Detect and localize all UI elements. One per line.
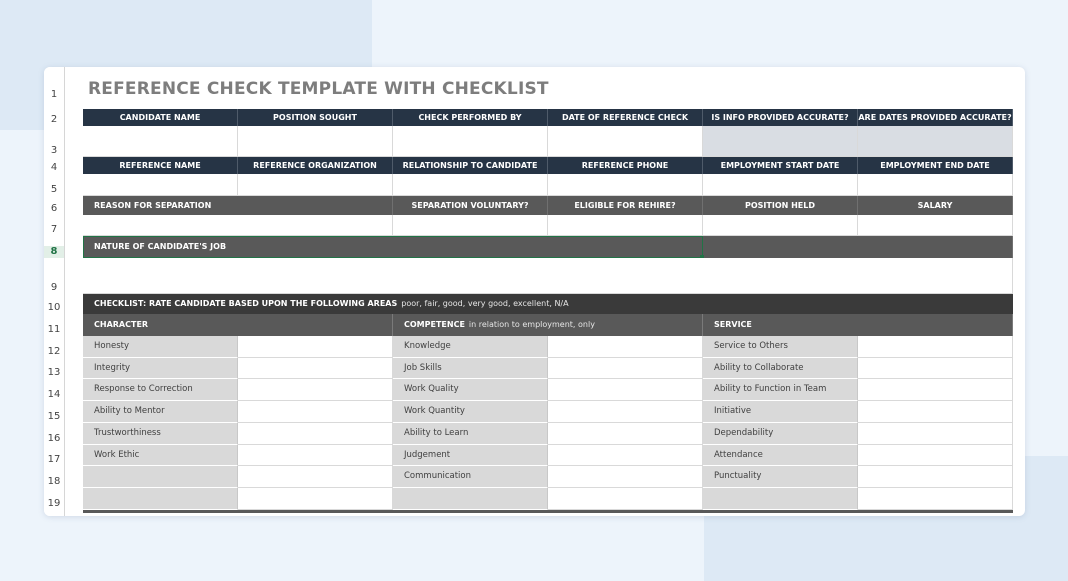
rating-cell[interactable] [858,401,1013,423]
row-number[interactable]: 17 [47,454,61,465]
checklist-scale: poor, fair, good, very good, excellent, N/A [401,299,569,308]
rating-cell[interactable] [858,379,1013,401]
row-number[interactable]: 12 [47,346,61,357]
input-cell[interactable] [548,174,703,196]
row-number[interactable]: 6 [50,203,58,214]
category-name: COMPETENCE [404,320,465,329]
row-number[interactable]: 19 [47,498,61,509]
input-cell[interactable] [238,174,393,196]
column-header: CHECK PERFORMED BY [393,109,548,126]
rating-cell[interactable] [238,466,393,488]
category-header [703,314,1013,336]
column-header: POSITION HELD [703,196,858,215]
column-header: CANDIDATE NAME [83,109,238,126]
rating-cell[interactable] [238,445,393,466]
category-note: in relation to employment, only [468,320,595,329]
checklist-item-label: Attendance [703,445,858,466]
column-header: SEPARATION VOLUNTARY? [393,196,548,215]
input-cell[interactable] [393,126,548,157]
spreadsheet-card [44,67,1025,516]
row-number-gutter [44,67,65,516]
checklist-item-label: Ability to Mentor [83,401,238,423]
checklist-item-label: Work Quantity [393,401,548,423]
rating-cell[interactable] [238,336,393,358]
input-cell[interactable] [83,215,393,236]
checklist-item-label [703,488,858,510]
rating-cell[interactable] [548,466,703,488]
input-cell[interactable] [83,174,238,196]
rating-cell[interactable] [858,466,1013,488]
rating-cell[interactable] [858,488,1013,510]
row-number[interactable]: 3 [50,145,58,156]
row-number[interactable]: 2 [50,114,58,125]
row-number[interactable]: 11 [47,324,61,335]
rating-cell[interactable] [238,423,393,445]
nature-of-job-header[interactable]: NATURE OF CANDIDATE'S JOB [83,236,703,258]
column-header: IS INFO PROVIDED ACCURATE? [703,109,858,126]
input-cell[interactable] [858,174,1013,196]
column-header: RELATIONSHIP TO CANDIDATE [393,157,548,174]
input-cell[interactable] [703,215,858,236]
rating-cell[interactable] [858,423,1013,445]
column-header: REASON FOR SEPARATION [83,196,393,215]
checklist-item-label: Knowledge [393,336,548,358]
table-bottom-border [83,510,1013,513]
rating-cell[interactable] [548,423,703,445]
rating-cell[interactable] [238,401,393,423]
rating-cell[interactable] [238,488,393,510]
checklist-title: CHECKLIST: RATE CANDIDATE BASED UPON THE FOLLOWING AREAS [94,299,398,308]
rating-cell[interactable] [858,336,1013,358]
row-number[interactable]: 9 [50,282,58,293]
rating-cell[interactable] [548,379,703,401]
input-cell[interactable] [393,174,548,196]
rating-cell[interactable] [238,358,393,379]
row-number[interactable]: 15 [47,411,61,422]
rating-cell[interactable] [238,379,393,401]
row-number[interactable]: 13 [47,367,61,378]
input-cell[interactable] [83,258,1013,294]
input-cell[interactable] [83,126,238,157]
category-header [393,314,703,336]
row-number[interactable]: 5 [50,184,58,195]
input-cell[interactable] [548,126,703,157]
input-cell[interactable] [238,126,393,157]
checklist-item-label: Judgement [393,445,548,466]
checklist-item-label: Work Quality [393,379,548,401]
row-number[interactable]: 14 [47,389,61,400]
rating-cell[interactable] [548,401,703,423]
rating-cell[interactable] [548,358,703,379]
input-cell[interactable] [393,215,548,236]
checklist-item-label: Communication [393,466,548,488]
column-header: REFERENCE PHONE [548,157,703,174]
checklist-item-label: Job Skills [393,358,548,379]
row-number[interactable]: 16 [47,433,61,444]
checklist-item-label: Response to Correction [83,379,238,401]
checklist-item-label: Ability to Collaborate [703,358,858,379]
rating-cell[interactable] [548,336,703,358]
column-header: POSITION SOUGHT [238,109,393,126]
row-number[interactable]: 1 [50,89,58,100]
checklist-item-label [83,488,238,510]
checklist-item-label [83,466,238,488]
input-cell[interactable] [703,126,858,157]
checklist-item-label: Honesty [83,336,238,358]
category-name: SERVICE [714,320,752,329]
rating-cell[interactable] [858,445,1013,466]
column-header: ARE DATES PROVIDED ACCURATE? [858,109,1013,126]
sheet-title: REFERENCE CHECK TEMPLATE WITH CHECKLIST [88,79,549,99]
input-cell[interactable] [548,215,703,236]
column-header: REFERENCE ORGANIZATION [238,157,393,174]
row-number[interactable]: 7 [50,224,58,235]
checklist-item-label: Dependability [703,423,858,445]
checklist-item-label: Ability to Function in Team [703,379,858,401]
column-header: EMPLOYMENT END DATE [858,157,1013,174]
input-cell[interactable] [858,215,1013,236]
category-header [83,314,393,336]
column-header: DATE OF REFERENCE CHECK [548,109,703,126]
checklist-item-label: Service to Others [703,336,858,358]
row-number[interactable]: 4 [50,162,58,173]
checklist-item-label: Work Ethic [83,445,238,466]
input-cell[interactable] [703,174,858,196]
column-header: ELIGIBLE FOR REHIRE? [548,196,703,215]
category-name: CHARACTER [94,320,149,329]
column-header: EMPLOYMENT START DATE [703,157,858,174]
checklist-item-label: Initiative [703,401,858,423]
row-number[interactable]: 18 [47,476,61,487]
rating-cell[interactable] [548,445,703,466]
checklist-item-label: Trustworthiness [83,423,238,445]
input-cell[interactable] [858,126,1013,157]
column-header: SALARY [858,196,1013,215]
rating-cell[interactable] [858,358,1013,379]
column-header: REFERENCE NAME [83,157,238,174]
checklist-item-label [393,488,548,510]
row-number[interactable]: 8 [44,246,64,258]
checklist-item-label: Ability to Learn [393,423,548,445]
row-number[interactable]: 10 [47,302,61,313]
checklist-item-label: Punctuality [703,466,858,488]
checklist-item-label: Integrity [83,358,238,379]
checklist-title-bar [83,294,1013,314]
rating-cell[interactable] [548,488,703,510]
